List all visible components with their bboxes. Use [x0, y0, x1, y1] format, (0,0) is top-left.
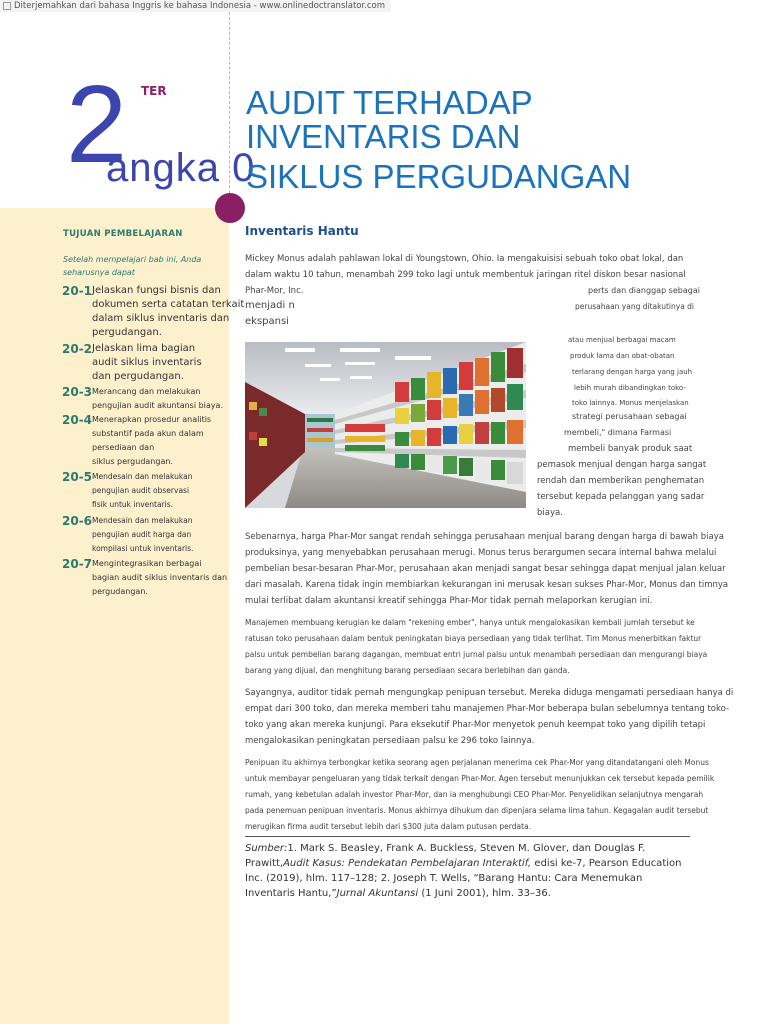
objective-number: 20-2: [62, 342, 93, 356]
chapter-word: angka 0: [106, 146, 256, 190]
intro-right-line: produk lama dan obat-obatan: [570, 352, 675, 360]
body-line: Penipuan itu akhirnya terbongkar ketika seorang agen perjalanan menerima cek Phar-Mor yang ditandatangani oleh Monus: [245, 758, 709, 767]
objective-text-line: Merancang dan melakukan: [92, 387, 201, 396]
objective-number: 20-6: [62, 514, 93, 528]
objective-text-line: pergudangan.: [92, 327, 162, 338]
supermarket-aisle-photo: [245, 342, 526, 508]
section-heading: Inventaris Hantu: [245, 224, 359, 238]
document-icon: [3, 2, 11, 10]
intro-right-line: atau menjual berbagai macam: [568, 336, 676, 344]
body-paragraph: [245, 685, 734, 749]
intro-right-line: membeli," dimana Farmasi: [564, 428, 672, 437]
source-part-2: edisi ke-7, Pearson Education Inc. (2019), hlm. 117–128; 2. Joseph T. Wells, “Barang Hantu: Cara Menemukan Inventaris Hantu,”: [245, 858, 682, 899]
objective-text: [92, 413, 227, 469]
objective-text: [92, 385, 227, 413]
body-paragraph: [245, 755, 715, 835]
body-line: barang yang dijual, dan menghitung barang persediaan secara berlebihan dan ganda.: [245, 666, 570, 675]
body-line: ratusan toko perusahaan dalam bentuk peningkatan biaya persediaan yang tidak terlihat. Tim Monus menerbitkan faktur: [245, 634, 702, 643]
objective-text-line: substantif pada akun dalam: [92, 429, 204, 438]
source-part-1: 1. Mark S. Beasley, Frank A. Buckless, Steven M. Glover, dan Douglas F. Prawitt,: [245, 843, 646, 869]
body-line: Sayangnya, auditor tidak pernah mengungkap penipuan tersebut. Mereka diduga mengamati persediaan hanya di: [245, 688, 734, 698]
intro-right-line: rendah dan memberikan penghematan: [537, 476, 705, 486]
body-line: mengalokasikan peningkatan persediaan palsu ke 296 toko lainnya.: [245, 736, 535, 746]
body-line: palsu untuk pembelian barang dagangan, membuat entri jurnal palsu untuk menambah persediaan dan mengurangi biaya: [245, 650, 708, 659]
objective-text: [92, 514, 227, 556]
body-line: Sebenarnya, harga Phar-Mor sangat rendah sehingga perusahaan menjual barang dengan harga di bawah biaya: [245, 532, 724, 542]
body-line: dari masalah. Karena tidak ingin membiarkan kekurangan ini merusak kesan sukses Phar-Mor, Monus dan timnya: [245, 580, 729, 590]
chapter-dot-icon: [215, 193, 245, 223]
objective-text: [92, 557, 227, 599]
chapter-label: TER: [141, 84, 167, 98]
body-paragraph: [245, 529, 729, 609]
objective-text-line: Menerapkan prosedur analitis: [92, 415, 212, 424]
intro-right-line: biaya.: [537, 508, 563, 518]
source-italic-1: Audit Kasus: Pendekatan Pembelajaran Interaktif,: [283, 858, 532, 869]
body-line: untuk membayar pengeluaran yang tidak terkait dengan Phar-Mor. Agen tersebut menunjukkan cek tersebut kepada pemilik: [245, 774, 715, 783]
translator-text: Diterjemahkan dari bahasa Inggris ke bahasa Indonesia - www.onlinedoctranslator.com: [14, 1, 386, 11]
intro-right-line: pemasok menjual dengan harga sangat: [537, 460, 707, 470]
objective-text-line: Mendesain dan melakukan: [92, 516, 193, 525]
source-label: Sumber:: [245, 843, 288, 854]
translator-banner[interactable]: [0, 0, 391, 12]
intro-left-line: Phar-Mor, Inc.: [245, 286, 304, 296]
objective-text-line: dan pergudangan.: [92, 371, 184, 382]
intro-right-line: perts dan dianggap sebagai: [588, 286, 700, 295]
intro-right-line: perusahaan yang ditakutinya di: [575, 302, 695, 311]
body-line: toko yang akan mereka kunjungi. Para eksekutif Phar-Mor menyetok penuh keempat toko yang dipilih tetapi: [245, 720, 706, 730]
body-line: produksinya, yang menyebabkan perusahaan merugi. Monus terus berargumen secara internal bahwa melalui: [245, 548, 717, 558]
objective-text-line: Mengintegrasikan berbagai: [92, 559, 202, 568]
objective-text-line: Jelaskan lima bagian: [92, 343, 196, 354]
objective-text-line: persediaan dan: [92, 443, 155, 452]
objective-number: 20-3: [62, 385, 93, 399]
objective-text-line: siklus pergudangan.: [92, 457, 173, 466]
intro-line: dalam waktu 10 tahun, menambah 299 toko lagi untuk membentuk jaringan ritel diskon besar nasional: [245, 270, 686, 280]
body-paragraph: [245, 615, 708, 679]
objective-text-line: dokumen serta catatan terkait: [92, 299, 245, 310]
objective-text-line: pengujian audit akuntansi biaya.: [92, 401, 223, 410]
chapter-number: 2: [66, 63, 128, 186]
objective-text: [92, 284, 245, 340]
body-line: merugikan firma audit tersebut lebih dari $300 juta dalam putusan perdata.: [245, 822, 532, 831]
chapter-title-line-3: SIKLUS PERGUDANGAN: [246, 158, 632, 195]
intro-left-line: ekspansi: [245, 316, 289, 327]
intro-right-line: lebih murah dibandingkan toko-: [574, 384, 686, 392]
source-part-3: (1 Juni 2001), hlm. 33–36.: [418, 888, 551, 899]
objective-text-line: fisik untuk inventaris.: [92, 500, 174, 509]
chapter-title-line-2: INVENTARIS DAN: [246, 118, 521, 155]
objective-number: 20-1: [62, 284, 93, 298]
objective-text-line: bagian audit siklus inventaris dan: [92, 573, 228, 582]
objectives-heading: TUJUAN PEMBELAJARAN: [63, 229, 183, 239]
objective-text-line: pergudangan.: [92, 587, 148, 596]
objective-text-line: pengujian audit observasi: [92, 486, 190, 495]
objective-text: [92, 342, 227, 384]
objective-text-line: Mendesain dan melakukan: [92, 472, 193, 481]
chapter-title-line-1: AUDIT TERHADAP: [246, 84, 533, 121]
intro-line: Mickey Monus adalah pahlawan lokal di Youngstown, Ohio. Ia mengakuisisi sebuah toko obat lokal, dan: [245, 254, 684, 264]
intro-left-line: menjadi n: [245, 300, 295, 311]
source-citation: [245, 841, 695, 901]
objective-text-line: audit siklus inventaris: [92, 357, 202, 368]
intro-right-line: terlarang dengan harga yang jauh: [572, 368, 693, 376]
body-line: Manajemen membuang kerugian ke dalam "rekening ember", hanya untuk mengalokasikan kembali jumlah tersebut ke: [245, 618, 695, 627]
body-line: pembelian besar-besaran Phar-Mor, perusahaan akan menjadi sangat besar sehingga dapat menjual jalan keluar: [245, 564, 726, 574]
intro-right-line: tersebut kepada pelanggan yang sadar: [537, 492, 705, 502]
objectives-intro: Setelah mempelajari bab ini, Anda seharusnya dapat: [63, 255, 202, 277]
objective-number: 20-7: [62, 557, 93, 571]
intro-right-line: strategi perusahaan sebagai: [572, 412, 687, 421]
objective-text-line: pengujian audit harga dan: [92, 530, 192, 539]
objective-number: 20-4: [62, 413, 93, 427]
objective-text-line: kompilasi untuk inventaris.: [92, 544, 194, 553]
body-line: empat dari 300 toko, dan mereka memberi tahu manajemen Phar-Mor beberapa bulan sebelumnya tentang toko-: [245, 704, 730, 714]
body-line: rumah, yang kebetulan adalah investor Phar-Mor, dan ia menghubungi CEO Phar-Mor. Penyelidikan selanjutnya mengarah: [245, 790, 704, 799]
body-line: mulai terlibat dalam akuntansi kreatif sehingga Phar-Mor tidak pernah melaporkan kerugian ini.: [245, 596, 653, 606]
intro-right-line: toko lainnya. Monus menjelaskan: [572, 399, 689, 407]
objective-text-line: Jelaskan fungsi bisnis dan: [92, 285, 221, 296]
objective-text-line: dalam siklus inventaris dan: [92, 313, 230, 324]
source-divider: [245, 836, 690, 837]
source-italic-2: Jurnal Akuntansi: [336, 888, 419, 899]
objective-number: 20-5: [62, 470, 93, 484]
objective-text: [92, 470, 227, 512]
body-line: pada penemuan penipuan inventaris. Monus akhirnya dihukum dan dipenjara selama lima tahun. Kegagalan audit tersebut: [245, 806, 709, 815]
intro-right-line: membeli banyak produk saat: [568, 444, 693, 454]
